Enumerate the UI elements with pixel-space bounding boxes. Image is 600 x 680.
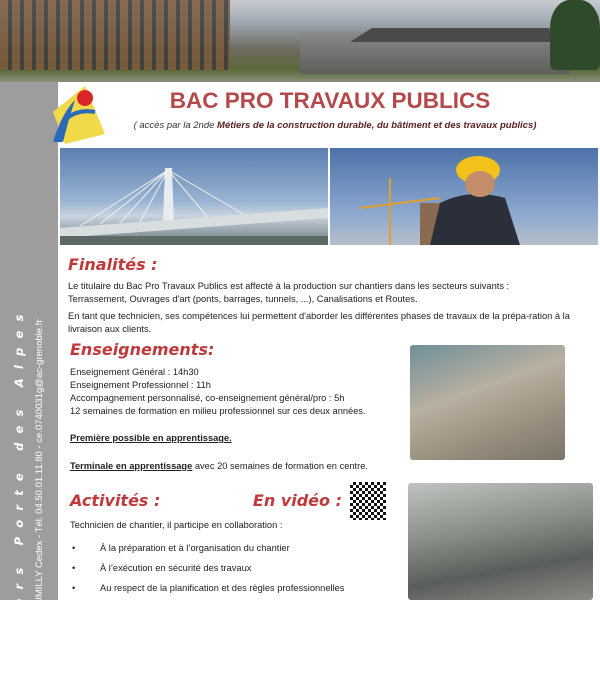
bullet-icon: • (72, 563, 75, 573)
bridge-illustration (60, 148, 328, 245)
bullet-icon: • (72, 543, 75, 553)
sidebar-school-name: Métiers Porte des Alpes (12, 305, 26, 672)
activites-item (72, 562, 75, 575)
activite-text: À l’exécution en sécurité des travaux (100, 562, 251, 575)
tree-image (550, 0, 600, 70)
enseignements-heading: Enseignements: (70, 340, 214, 359)
worker-illustration (330, 148, 598, 245)
bullet-icon: • (72, 583, 75, 593)
campus-photo (0, 0, 600, 82)
building-image (0, 0, 230, 70)
roof-image (350, 28, 570, 42)
terminale-apprentissage (70, 460, 368, 473)
activites-item (72, 582, 75, 595)
premiere-apprentissage (70, 432, 232, 445)
construction-site-photo (410, 345, 565, 460)
enseignement-line: Enseignement Général : 14h30 (70, 366, 410, 379)
workers-photo (408, 483, 593, 600)
qr-code[interactable] (348, 480, 388, 522)
sidebar-contact: - BP 90 - 74151 RUMILLY Cedex - Tél. 04.50.01.11.80 - ce.0740031g@ac-grenoble.fr (34, 320, 45, 680)
video-heading: En vidéo : (253, 491, 342, 510)
activites-intro: Technicien de chantier, il participe en collaboration : (70, 519, 282, 532)
activite-text: À la préparation et à l’organisation du chantier (100, 542, 290, 555)
activite-text: Au respect de la planification et des règles professionnelles (100, 582, 344, 595)
finalites-p1: Le titulaire du Bac Pro Travaux Publics est affecté à la production sur chantiers dans les secteurs suivants : Terrassement, Ouvrages d'art (ponts, barrages, tunnels, ...), Canalisations et Routes. (68, 280, 568, 306)
subtitle-prefix: ( accès par la 2nde (134, 120, 217, 131)
bridge-photo (60, 148, 328, 245)
page-title: BAC PRO TRAVAUX PUBLICS (100, 88, 560, 114)
finalites-heading: Finalités : (68, 255, 158, 274)
worker-photo (330, 148, 598, 245)
finalites-p2: En tant que technicien, ses compétences lui permettent d'aborder les différentes phases de travaux de la prépa-ration à la livraison aux clients. (68, 310, 578, 336)
premiere-text: Première possible en apprentissage. (70, 433, 232, 443)
enseignements-list (70, 366, 410, 418)
sidebar (0, 82, 58, 600)
activites-heading: Activités : (70, 491, 160, 510)
terminale-rest: avec 20 semaines de formation en centre. (192, 461, 368, 471)
subtitle-bold: Métiers de la construction durable, du bâtiment et des travaux publics) (217, 120, 536, 131)
enseignement-line: Accompagnement personnalisé, co-enseignement général/pro : 5h (70, 392, 410, 405)
enseignement-line: 12 semaines de formation en milieu professionnel sur ces deux années. (70, 405, 410, 418)
subtitle (90, 120, 580, 131)
logo-icon (45, 82, 105, 144)
enseignement-line: Enseignement Professionnel : 11h (70, 379, 410, 392)
terminale-text: Terminale en apprentissage (70, 461, 192, 471)
activites-item (72, 542, 75, 555)
